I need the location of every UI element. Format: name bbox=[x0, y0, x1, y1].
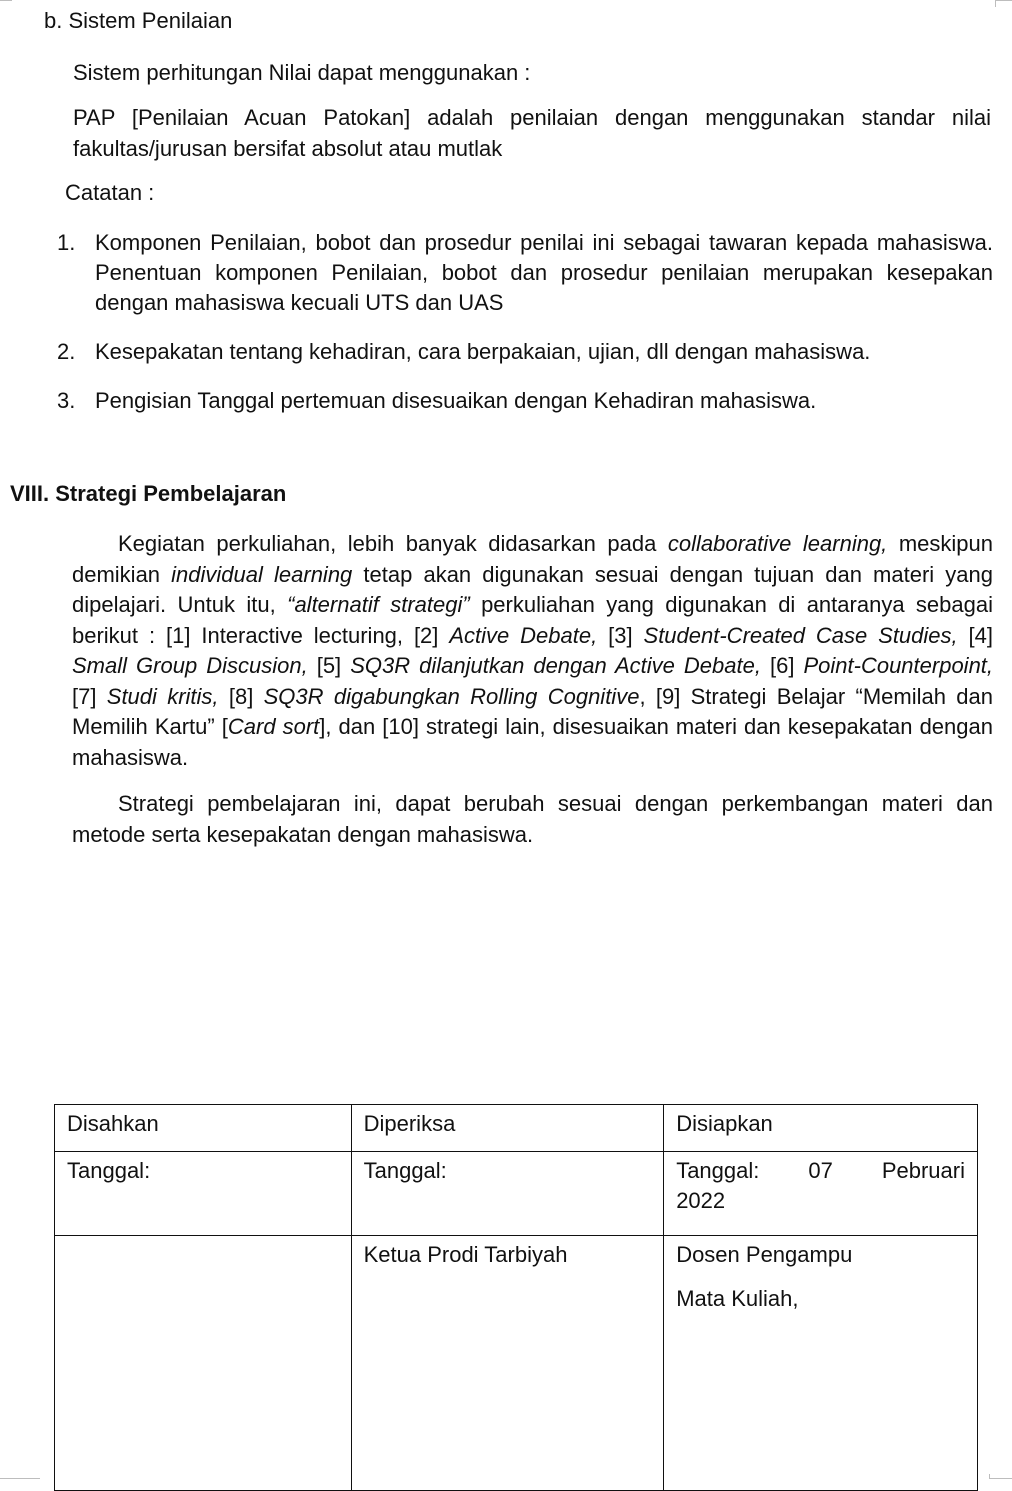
strategy-body bbox=[72, 529, 993, 850]
italic-run: Student-Created Case Studies, bbox=[643, 622, 958, 648]
catatan-list bbox=[57, 228, 993, 416]
page-corner-mark bbox=[0, 1474, 40, 1479]
italic-run: Active Debate, bbox=[449, 622, 598, 648]
section-8-heading: VIII. Strategi Pembelajaran bbox=[10, 481, 287, 506]
list-number: 2. bbox=[57, 339, 76, 364]
table-row bbox=[55, 1152, 978, 1236]
table-row bbox=[55, 1105, 978, 1152]
date-month: Pebruari bbox=[881, 1158, 965, 1183]
page-corner-mark bbox=[0, 0, 12, 5]
italic-run: Small Group Discusion, bbox=[72, 653, 308, 678]
catatan-label: Catatan : bbox=[65, 180, 155, 205]
text-run: meskipun demikian bbox=[72, 531, 993, 587]
approval-table bbox=[54, 1104, 978, 1491]
header-cell: Disiapkan bbox=[664, 1105, 978, 1152]
text-run: [6] bbox=[760, 653, 804, 678]
text-run: , [9] Strategi Belajar “Memilah dan Memilih Kartu” [ bbox=[72, 683, 993, 739]
pap-definition: PAP [Penilaian Acuan Patokan] adalah penilaian dengan menggunakan standar nilai fakultas/jurusan bersifat absolut atau mutlak bbox=[73, 105, 991, 161]
section-b-heading: b. Sistem Penilaian bbox=[44, 8, 233, 33]
date-cell bbox=[664, 1152, 978, 1236]
signature-cell bbox=[664, 1236, 978, 1491]
signature-cell bbox=[55, 1236, 352, 1491]
list-number: 1. bbox=[57, 230, 76, 255]
italic-run: SQ3R dilanjutkan dengan Active Debate, bbox=[350, 653, 761, 678]
italic-run: Studi kritis, bbox=[106, 683, 219, 709]
italic-run: SQ3R digabungkan Rolling Cognitive bbox=[263, 683, 640, 709]
list-item-text: Kesepakatan tentang kehadiran, cara berpakaian, ujian, dll dengan mahasiswa. bbox=[95, 339, 871, 364]
date-cell: Tanggal: bbox=[55, 1152, 352, 1236]
text-run: [5] bbox=[307, 653, 351, 678]
date-label: Tanggal: bbox=[676, 1158, 760, 1183]
date-line bbox=[676, 1156, 965, 1186]
role-label: Mata Kuliah, bbox=[676, 1286, 799, 1311]
text-run: ], dan [10] strategi lain, disesuaikan materi dan kesepakatan dengan mahasiswa. bbox=[72, 714, 993, 770]
italic-run: Card sort bbox=[227, 714, 320, 739]
italic-run: “alternatif strategi” bbox=[287, 592, 470, 617]
date-year: 2022 bbox=[676, 1188, 726, 1213]
text-run: [8] bbox=[218, 683, 264, 709]
role-label: Ketua Prodi Tarbiyah bbox=[363, 1242, 568, 1267]
table-row bbox=[55, 1236, 978, 1491]
italic-run: individual learning bbox=[171, 561, 353, 587]
strategy-paragraph-2: Strategi pembelajaran ini, dapat berubah sesuai dengan perkembangan materi dan metode serta kesepakatan dengan mahasiswa. bbox=[72, 791, 993, 847]
italic-run: collaborative learning, bbox=[667, 531, 888, 556]
list-number: 3. bbox=[57, 388, 76, 413]
list-item bbox=[57, 337, 993, 367]
italic-run: Point-Counterpoint, bbox=[803, 653, 994, 678]
section-b-intro: Sistem perhitungan Nilai dapat menggunakan : bbox=[73, 60, 531, 85]
list-item bbox=[57, 228, 993, 318]
header-cell: Disahkan bbox=[55, 1105, 352, 1152]
page-corner-mark bbox=[989, 1474, 1012, 1479]
date-cell: Tanggal: bbox=[351, 1152, 664, 1236]
text-run: Kegiatan perkuliahan, lebih banyak didasarkan pada bbox=[118, 531, 668, 556]
header-cell: Diperiksa bbox=[351, 1105, 664, 1152]
text-run: [4] bbox=[957, 622, 994, 648]
list-item bbox=[57, 386, 993, 416]
list-item-text: Pengisian Tanggal pertemuan disesuaikan dengan Kehadiran mahasiswa. bbox=[95, 388, 817, 413]
text-run: [3] bbox=[597, 622, 644, 648]
date-day: 07 bbox=[808, 1158, 833, 1183]
text-run: [7] bbox=[72, 683, 107, 709]
list-item-text: Komponen Penilaian, bobot dan prosedur penilai ini sebagai tawaran kepada mahasiswa. Penentuan komponen Penilaian, bobot dan prosedur penilaian merupakan kesepakan dengan mahasiswa kecuali UTS dan UAS bbox=[95, 230, 993, 315]
text-run: tetap akan digunakan sesuai dengan tujuan dan materi yang dipelajari. Untuk itu, bbox=[72, 561, 994, 617]
page-corner-mark bbox=[995, 0, 1012, 7]
signature-cell bbox=[351, 1236, 664, 1491]
text-run: perkuliahan yang digunakan di antaranya sebagai berikut : [1] Interactive lecturing, [2] bbox=[72, 592, 993, 648]
strategy-paragraph-1 bbox=[72, 529, 993, 773]
role-label: Dosen Pengampu bbox=[676, 1242, 853, 1267]
